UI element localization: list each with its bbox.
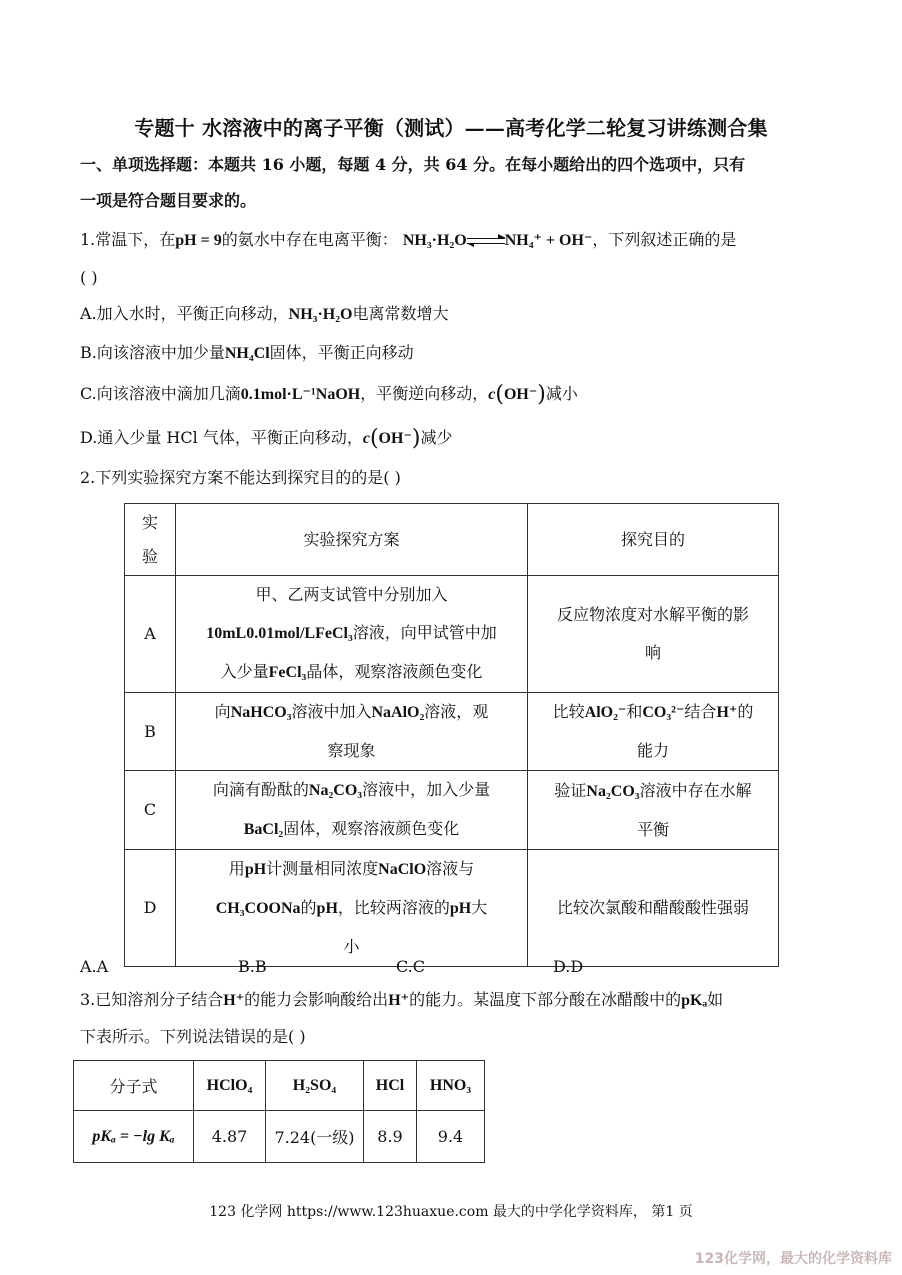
q2-options [80,957,680,981]
q3-header-h2so4: H₂SO₄ [266,1061,364,1111]
q1-eq-right: NH₄⁺ + OH⁻ [504,232,593,249]
table-row [74,1061,485,1111]
q3-header-hcl: HCl [364,1061,417,1111]
q2-stem: 2.下列实验探究方案不能达到探究目的的是( ) [80,468,401,487]
section-heading-line2: 一项是符合题目要求的。 [80,191,257,210]
q2-option-c: C.C [396,957,425,976]
q1-option-d: D.通入少量 HCl 气体，平衡正向移动，c(OH⁻)减少 [80,426,453,451]
row-d-plan-line1 [182,850,521,889]
row-d-text2: 计测量相同浓度 [266,859,379,878]
row-b-goal [528,693,779,771]
row-d-plan [176,850,528,967]
row-a-plan [176,576,528,693]
q3-row-pka-label: pKₐ = −lg Kₐ [74,1111,194,1163]
q1-stem-c: ，下列叙述正确的是 [592,230,737,249]
row-c-goal-text1: 验证 [554,780,587,800]
q3-chem1: H⁺ [223,992,245,1009]
row-a-plan-text4: 晶体，观察溶液颜色变化 [306,662,483,681]
row-d-text4: 的 [300,898,317,917]
q3-text2: 的能力会影响酸给出 [244,990,389,1009]
header-experiment [125,504,176,576]
header-goal: 探究目的 [528,504,779,576]
q1-option-b-text2: 固体，平衡正向移动 [269,343,414,362]
table-row [125,576,779,693]
q3-header-hclo4: HClO₄ [194,1061,266,1111]
row-b-plan-line2: 察现象 [327,741,376,760]
q2-option-a: A.A [80,957,109,976]
q1-stem-b: 的氨水中存在电离平衡： [221,230,398,249]
q1-blank: ( ) [80,268,98,287]
q3-chem2: H⁺ [388,992,410,1009]
q1-option-b-chem: NH₄Cl [224,345,270,362]
header-plan: 实验探究方案 [176,504,528,576]
row-b-text2: 溶液中加入 [291,702,372,721]
q3-value-h2so4: 7.24(一级) [266,1111,364,1163]
row-b-chem1: NaHCO₃ [230,704,292,721]
row-a-plan-chem2: FeCl₃ [268,664,307,681]
watermark: 123化学网，最大的化学资料库 [694,1251,892,1267]
row-a-plan-text2: 溶液，向甲试管中加 [352,623,497,642]
header-experiment-top: 实 [141,512,158,532]
row-a-goal [528,576,779,693]
row-c-goal-line2: 平衡 [636,819,669,839]
q3-value-hclo4: 4.87 [194,1111,266,1163]
row-d-chem1: pH [244,861,267,878]
q3-stem-line2: 下表所示。下列说法错误的是( ) [80,1027,306,1046]
q1-option-a-text2: 电离常数增大 [352,304,449,323]
q3-text1: 3.已知溶剂分子结合 [80,990,224,1009]
row-c-text1: 向滴有酚酞的 [212,780,309,799]
table-row [125,771,779,850]
q1-option-d-conc: c [362,430,370,447]
table-row [74,1111,485,1163]
row-b-plan-line1 [182,693,521,732]
row-d-goal: 比较次氯酸和醋酸酸性强弱 [528,850,779,967]
row-c-goal [528,771,779,850]
table-row [125,850,779,967]
row-b-goal-text3: 结合 [684,702,717,721]
q1-option-c-conc: c [488,386,496,403]
row-d-plan-line3: 小 [343,937,360,956]
row-b-goal-line1 [534,693,772,732]
q1-option-d-text2: 减少 [420,428,453,447]
row-a-goal-line2: 响 [644,643,661,662]
equilibrium-arrow-icon [467,235,505,247]
row-b-goal-text2: 和 [626,702,643,721]
row-d-text3: 溶液与 [426,859,475,878]
q1-option-a-chem: NH₃·H₂O [288,306,353,323]
q1-option-a-text1: A.加入水时，平衡正向移动， [80,304,289,323]
table-row [125,693,779,771]
row-c-text2: 溶液中，加入少量 [362,780,491,799]
q2-option-b: B.B [238,957,267,976]
row-b-chem2: NaAlO₂ [371,704,425,721]
q3-stem-line1 [80,988,723,1013]
q3-text3: 的能力。某温度下部分酸在冰醋酸中的 [409,990,682,1009]
q3-header-hno3: HNO₃ [417,1061,485,1111]
row-d-text6: 大 [471,898,488,917]
table-header-row [125,504,779,576]
row-a-plan-line3 [182,653,521,692]
q1-option-c-text3: 减小 [545,384,578,403]
q1-option-c: C.向该溶液中滴加几滴0.1mol·L⁻¹NaOH，平衡逆向移动，c(OH⁻)减小 [80,382,578,407]
section-heading-line1: 一、单项选择题：本题共 16 小题，每题 4 分，共 64 分。在每小题给出的四个选项中，只有 [80,155,746,174]
row-b-text1: 向 [214,702,231,721]
row-c-goal-chem: Na₂CO₃ [586,782,640,800]
row-c-chem2: BaCl₂ [243,821,284,838]
row-b-goal-chem1: AlO₂⁻ [584,704,627,721]
row-b-text3: 溶液，观 [424,702,489,721]
row-a-plan-chem1: 10mL0.01mol/LFeCl₃ [206,625,353,642]
q3-chem3: pKₐ [681,992,708,1009]
q3-pka-table [73,1060,485,1163]
row-b-goal-text1: 比较 [552,702,585,721]
row-b-goal-chem2: CO₃²⁻ [642,704,685,721]
row-b-goal-line2: 能力 [636,741,669,760]
q1-stem-a: 1.常温下，在 [80,230,176,249]
row-d-text1: 用 [228,859,245,878]
row-c-goal-line1 [534,772,772,811]
row-c-plan [176,771,528,850]
q1-option-c-text2: ，平衡逆向移动， [360,384,489,403]
row-d-plan-line2 [182,889,521,928]
q1-option-d-ion: OH⁻ [378,430,412,447]
row-c-goal-text2: 溶液中存在水解 [639,780,752,800]
q3-text4: 如 [707,990,724,1009]
q1-stem [80,228,736,253]
q1-ph: pH = 9 [175,232,222,249]
page-footer: 123 化学网 https://www.123huaxue.com 最大的中学化学资料库， 第1 页 [209,1204,693,1220]
q3-value-hno3: 9.4 [417,1111,485,1163]
row-c-chem1: Na₂CO₃ [308,782,363,799]
page-title: 专题十 水溶液中的离子平衡（测试）——高考化学二轮复习讲练测合集 [134,116,768,140]
row-d-chem2: NaClO [378,861,427,878]
q3-value-hcl: 8.9 [364,1111,417,1163]
row-d-chem3: CH₃COONa [215,900,301,917]
row-d-label: D [125,850,176,967]
row-b-goal-text4: 的 [737,702,754,721]
q1-option-b [80,341,414,366]
row-a-label: A [125,576,176,693]
q1-eq-left: NH₃·H₂O [402,232,467,249]
row-c-plan-line1 [182,771,521,810]
row-a-plan-line2 [182,614,521,653]
q1-option-b-text1: B.向该溶液中加少量 [80,343,225,362]
row-a-plan-text3: 入少量 [220,662,269,681]
row-b-plan [176,693,528,771]
row-d-text5: ，比较两溶液的 [337,898,450,917]
q1-option-a [80,302,449,327]
q3-header-formula: 分子式 [74,1061,194,1111]
q2-experiment-table [124,503,779,967]
row-c-plan-line2 [182,810,521,849]
row-c-text3: 固体，观察溶液颜色变化 [283,819,460,838]
row-d-chem4: pH [316,900,338,917]
header-experiment-bottom: 验 [141,546,158,566]
q1-option-c-text1: C.向该溶液中滴加几滴 [80,384,241,403]
q1-option-c-chem: 0.1mol·L⁻¹NaOH [240,386,361,403]
q1-option-c-ion: OH⁻ [503,386,538,403]
row-b-label: B [125,693,176,771]
row-a-plan-line1: 甲、乙两支试管中分别加入 [255,585,448,604]
row-b-goal-chem3: H⁺ [716,704,738,721]
row-a-goal-line1: 反应物浓度对水解平衡的影 [556,605,749,624]
q2-option-d: D.D [553,957,584,976]
row-c-label: C [125,771,176,850]
q1-option-d-text1: D.通入少量 HCl 气体，平衡正向移动， [80,428,363,447]
row-d-chem5: pH [449,900,472,917]
